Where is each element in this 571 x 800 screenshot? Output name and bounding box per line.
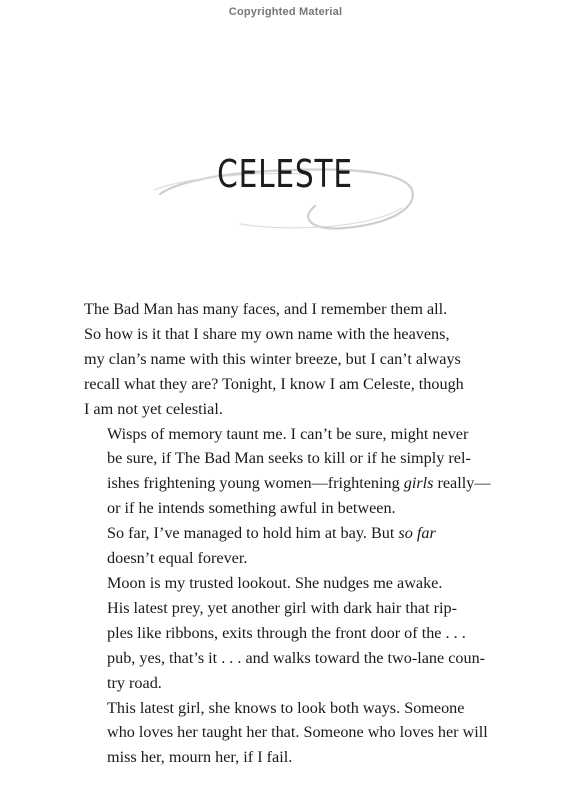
text-line: ishes frightening young women—frightening girls really— xyxy=(107,474,491,493)
paragraph xyxy=(84,521,488,571)
text-line: or if he intends something awful in between. xyxy=(107,499,396,518)
paragraph xyxy=(84,422,491,522)
chapter-title: CELESTE xyxy=(217,152,353,196)
text-line: So far, I’ve managed to hold him at bay. But so far xyxy=(107,524,436,543)
text-line: be sure, if The Bad Man seeks to kill or if he simply rel- xyxy=(107,449,471,468)
text-line: Wisps of memory taunt me. I can’t be sure, might never xyxy=(107,424,469,443)
text-line: I am not yet celestial. xyxy=(84,399,223,418)
paragraph xyxy=(84,571,488,596)
text-line: try road. xyxy=(107,673,162,692)
text-line: my clan’s name with this winter breeze, but I can’t always xyxy=(84,349,461,368)
paragraph xyxy=(84,596,488,696)
chapter-body xyxy=(84,297,491,770)
text-line: miss her, mourn her, if I fail. xyxy=(107,748,293,767)
text-line: Moon is my trusted lookout. She nudges me awake. xyxy=(107,573,443,592)
text-line: doesn’t equal forever. xyxy=(107,549,248,568)
text-line: who loves her taught her that. Someone who loves her will xyxy=(107,723,488,742)
text-line: ples like ribbons, exits through the front door of the . . . xyxy=(107,623,466,642)
paragraph xyxy=(84,297,488,422)
text-line: This latest girl, she knows to look both ways. Someone xyxy=(107,698,465,717)
chapter-header xyxy=(140,132,430,242)
text-line: pub, yes, that’s it . . . and walks toward the two-lane coun- xyxy=(107,648,486,667)
text-line: recall what they are? Tonight, I know I am Celeste, though xyxy=(84,374,464,393)
paragraph xyxy=(84,696,488,771)
text-line: His latest prey, yet another girl with dark hair that rip- xyxy=(107,598,458,617)
text-line: The Bad Man has many faces, and I remember them all. xyxy=(84,300,448,318)
copyright-watermark: Copyrighted Material xyxy=(228,6,343,18)
text-line: So how is it that I share my own name with the heavens, xyxy=(84,324,450,343)
